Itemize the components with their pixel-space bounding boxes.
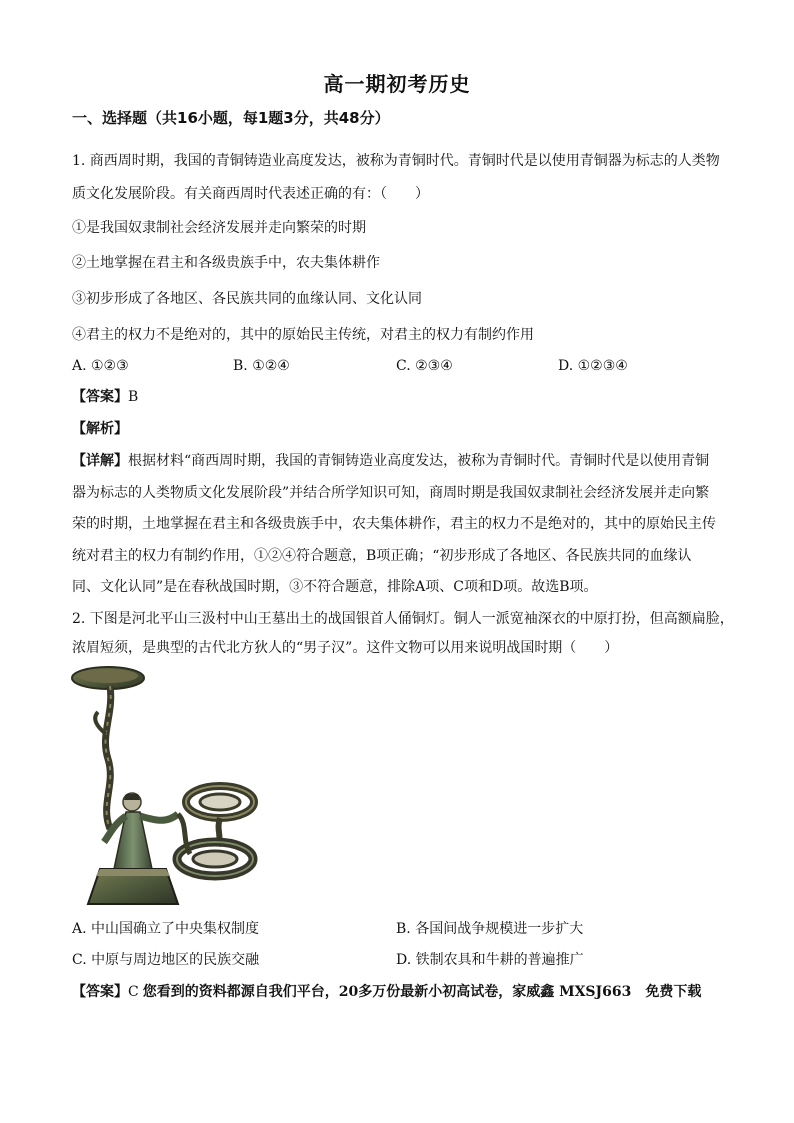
q1-option-b: B. ①②④ <box>233 358 290 374</box>
page-title: 高一期初考历史 <box>323 72 471 96</box>
answer-tag: 【答案】 <box>72 984 128 1000</box>
q1-option-c: C. ②③④ <box>396 358 453 374</box>
q2-stem-line-2: 浓眉短须，是典型的古代北方狄人的“男子汉”。这件文物可以用来说明战国时期（ ） <box>72 640 619 656</box>
q1-detail-line-3: 荣的时期，土地掌握在君主和各级贵族手中，农夫集体耕作，君主的权力不是绝对的，其中的原始民主传 <box>72 516 716 532</box>
detail-text: 根据材料“商西周时期，我国的青铜铸造业高度发达，被称为青铜时代。青铜时代是以使用青铜 <box>128 453 710 469</box>
q1-item-3: ③初步形成了各地区、各民族共同的血缘认同、文化认同 <box>72 291 422 307</box>
q1-item-2: ②土地掌握在君主和各级贵族手中，农夫集体耕作 <box>72 255 380 271</box>
answer-value: B <box>128 389 139 405</box>
section-heading: 一、选择题（共16小题，每1题3分，共48分） <box>72 109 390 127</box>
q1-answer <box>72 387 138 407</box>
bronze-figurine-lamp-image <box>70 664 300 912</box>
q1-detail-line-1 <box>72 451 709 471</box>
q2-option-b: B. 各国间战争规模进一步扩大 <box>396 921 584 937</box>
q1-option-d: D. ①②③④ <box>558 358 628 374</box>
q1-item-1: ①是我国奴隶制社会经济发展并走向繁荣的时期 <box>72 220 366 236</box>
q1-analysis-tag <box>72 419 128 439</box>
q1-detail-line-2: 器为标志的人类物质文化发展阶段”并结合所学知识可知，商周时期是我国奴隶制社会经济发展并走向繁 <box>72 485 710 501</box>
q2-answer <box>72 982 701 1002</box>
detail-tag: 【详解】 <box>72 453 128 469</box>
answer-value: C <box>128 984 139 1000</box>
analysis-tag: 【解析】 <box>72 421 128 437</box>
q1-option-a: A. ①②③ <box>72 358 129 374</box>
q1-stem-line-1: 1. 商西周时期，我国的青铜铸造业高度发达，被称为青铜时代。青铜时代是以使用青铜器为标志的人类物 <box>72 153 720 169</box>
q1-detail-line-5: 同、文化认同”是在春秋战国时期，③不符合题意，排除A项、C项和D项。故选B项。 <box>72 579 598 595</box>
q1-detail-line-4: 统对君主的权力有制约作用，①②④符合题意，B项正确；“初步形成了各地区、各民族共同的血缘认 <box>72 548 692 564</box>
promo-footer: 您看到的资料都源自我们平台，20多万份最新小初高试卷，家威鑫 MXSJ663 免费下载 <box>142 984 702 1000</box>
q2-stem-line-1: 2. 下图是河北平山三汲村中山王墓出土的战国银首人俑铜灯。铜人一派宽袖深衣的中原打扮，但高额扁脸， <box>72 611 734 627</box>
q2-option-d: D. 铁制农具和牛耕的普遍推广 <box>396 952 584 968</box>
q2-option-c: C. 中原与周边地区的民族交融 <box>72 952 260 968</box>
q2-option-a: A. 中山国确立了中央集权制度 <box>72 921 260 937</box>
q1-stem-line-2: 质文化发展阶段。有关商西周时代表述正确的有：（ ） <box>72 186 429 202</box>
answer-tag: 【答案】 <box>72 389 128 405</box>
q1-item-4: ④君主的权力不是绝对的，其中的原始民主传统，对君主的权力有制约作用 <box>72 327 534 343</box>
